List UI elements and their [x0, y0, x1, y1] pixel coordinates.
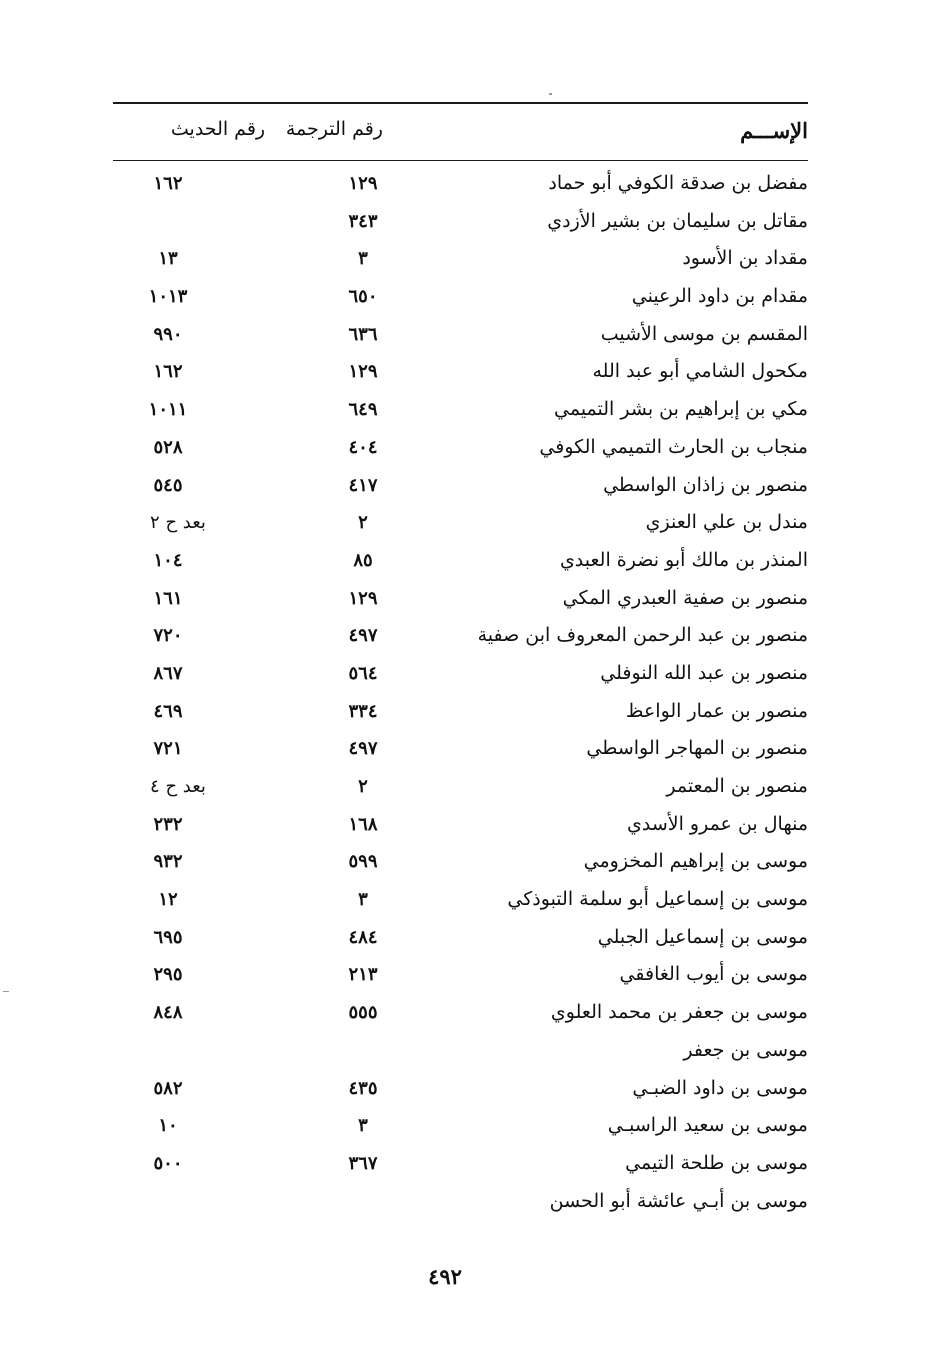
translation-number: ٣ [358, 1115, 368, 1137]
table-row [113, 920, 808, 958]
table-row [113, 1184, 808, 1222]
table-header [113, 114, 808, 154]
translation-number: ٥٩٩ [348, 851, 378, 873]
entry-name: منصور بن عمار الواعظ [625, 699, 808, 722]
translation-number: ٢١٣ [348, 964, 378, 986]
table-row [113, 581, 808, 619]
hadith-number: ٦٩٥ [153, 926, 183, 948]
hadith-number: ٥٢٨ [153, 436, 183, 458]
hadith-number: ٨٦٧ [153, 662, 183, 684]
entry-name: موسى بن إسماعيل أبو سلمة التبوذكي [507, 888, 808, 911]
table-row [113, 204, 808, 242]
translation-number: ٣ [358, 889, 368, 911]
hadith-number: ١٦٢ [153, 361, 183, 383]
translation-number: ٢ [358, 512, 368, 534]
hadith-number: بعد ح ٢ [150, 512, 206, 534]
entry-name: موسى بن داود الضبـي [632, 1076, 808, 1099]
entry-name: منصور بن عبد الله النوفلي [600, 661, 808, 684]
entry-name: موسى بن جعفر [683, 1038, 808, 1061]
table-row [113, 694, 808, 732]
table-row [113, 995, 808, 1033]
hadith-number: ٥٨٢ [153, 1077, 183, 1099]
translation-number: ٦٤٩ [348, 399, 378, 421]
hadith-number: ٧٢١ [153, 738, 183, 760]
translation-number: ٤٣٥ [348, 1077, 378, 1099]
entry-name: منصور بن المهاجر الواسطي [586, 737, 808, 760]
entry-name: منصور بن عبد الرحمن المعروف ابن صفية [477, 624, 808, 647]
page-number: ٤٩٢ [428, 1264, 462, 1289]
entry-name: منهال بن عمرو الأسدي [627, 812, 808, 835]
hadith-number: ٢٩٥ [153, 964, 183, 986]
hadith-number: ٩٩٠ [153, 323, 183, 345]
scan-speck [549, 93, 552, 95]
table-row [113, 505, 808, 543]
hadith-number: بعد ح ٤ [150, 776, 206, 797]
translation-number: ٥٦٤ [348, 662, 378, 684]
table-row [113, 1033, 808, 1071]
table-row [113, 618, 808, 656]
translation-number: ٦٣٦ [348, 323, 378, 345]
hadith-number: ١٠١٣ [148, 286, 188, 308]
translation-number: ٣٦٧ [348, 1152, 378, 1174]
hadith-number: ١٠ [158, 1115, 178, 1137]
translation-number: ٣ [358, 248, 368, 270]
scan-speck [3, 991, 9, 992]
translation-number: ٤٠٤ [348, 436, 378, 458]
translation-number: ٨٥ [353, 549, 373, 571]
entry-name: مكي بن إبراهيم بن بشر التميمي [554, 398, 808, 421]
hadith-number: ٤٦٩ [153, 700, 183, 722]
table-row [113, 731, 808, 769]
table-row [113, 543, 808, 581]
table-row [113, 392, 808, 430]
top-rule [113, 102, 808, 104]
hadith-number: ١٠١١ [148, 399, 188, 421]
entry-name: مفضل بن صدقة الكوفي أبو حماد [548, 172, 808, 194]
translation-number: ٢ [358, 776, 368, 797]
entry-name: موسى بن سعيد الراسبـي [607, 1114, 808, 1137]
table-row [113, 882, 808, 920]
table-row [113, 957, 808, 995]
entry-name: مقدام بن داود الرعيني [631, 285, 808, 308]
entry-name: مندل بن علي العنزي [645, 511, 808, 534]
entry-name: مقاتل بن سليمان بن بشير الأزدي [547, 209, 808, 232]
table-row [113, 807, 808, 845]
table-row [113, 769, 808, 807]
index-table [113, 166, 808, 1221]
hadith-number: ١٣ [158, 248, 178, 270]
entry-name: موسى بن جعفر بن محمد العلوي [550, 1001, 808, 1024]
table-row [113, 279, 808, 317]
entry-name: المنذر بن مالك أبو نضرة العبدي [559, 548, 808, 571]
hadith-number: ٨٤٨ [153, 1002, 183, 1024]
hadith-number: ٥٠٠ [153, 1152, 183, 1174]
entry-name: منصور بن زاذان الواسطي [603, 473, 808, 496]
translation-number: ١٦٨ [348, 813, 378, 835]
header-rule [113, 160, 808, 161]
hadith-number: ١٢ [158, 889, 178, 911]
table-row [113, 354, 808, 392]
translation-number: ١٢٩ [348, 587, 378, 609]
entry-name: المقسم بن موسى الأشيب [600, 322, 808, 345]
hadith-number: ٧٢٠ [153, 625, 183, 647]
table-row [113, 430, 808, 468]
table-row [113, 1108, 808, 1146]
header-name: الإســـم [740, 118, 808, 143]
translation-number: ٤٨٤ [348, 926, 378, 948]
entry-name: منصور بن صفية العبدري المكي [562, 586, 808, 609]
table-row [113, 317, 808, 355]
translation-number: ٣٤٣ [348, 210, 378, 232]
entry-name: موسى بن إسماعيل الجبلي [597, 925, 808, 948]
table-row [113, 1146, 808, 1184]
header-translation-number: رقم الترجمة [285, 118, 383, 140]
entry-name: منجاب بن الحارث التميمي الكوفي [539, 435, 808, 458]
translation-number: ٣٣٤ [348, 700, 378, 722]
table-row [113, 468, 808, 506]
hadith-number: ١٠٤ [153, 549, 183, 571]
hadith-number: ٩٣٢ [153, 851, 183, 873]
entry-name: موسى بن أيوب الغافقي [619, 963, 808, 986]
translation-number: ٤٩٧ [348, 738, 378, 760]
table-row [113, 1071, 808, 1109]
hadith-number: ١٦٢ [153, 173, 183, 194]
entry-name: منصور بن المعتمر [666, 775, 808, 797]
entry-name: موسى بن إبراهيم المخزومي [583, 850, 808, 873]
translation-number: ١٢٩ [348, 173, 378, 194]
entry-name: موسى بن طلحة التيمي [625, 1151, 808, 1174]
hadith-number: ١٦١ [153, 587, 183, 609]
hadith-number: ٢٣٢ [153, 813, 183, 835]
table-row [113, 844, 808, 882]
entry-name: مقداد بن الأسود [682, 247, 808, 270]
translation-number: ١٢٩ [348, 361, 378, 383]
table-row [113, 656, 808, 694]
entry-name: موسى بن أبـي عائشة أبو الحسن [549, 1189, 808, 1212]
entry-name: مكحول الشامي أبو عبد الله [592, 360, 808, 383]
translation-number: ٥٥٥ [348, 1002, 378, 1024]
table-row [113, 241, 808, 279]
translation-number: ٦٥٠ [348, 286, 378, 308]
header-hadith-number: رقم الحديث [170, 118, 266, 140]
hadith-number: ٥٤٥ [153, 474, 183, 496]
translation-number: ٤٩٧ [348, 625, 378, 647]
table-row [113, 166, 808, 204]
translation-number: ٤١٧ [348, 474, 378, 496]
